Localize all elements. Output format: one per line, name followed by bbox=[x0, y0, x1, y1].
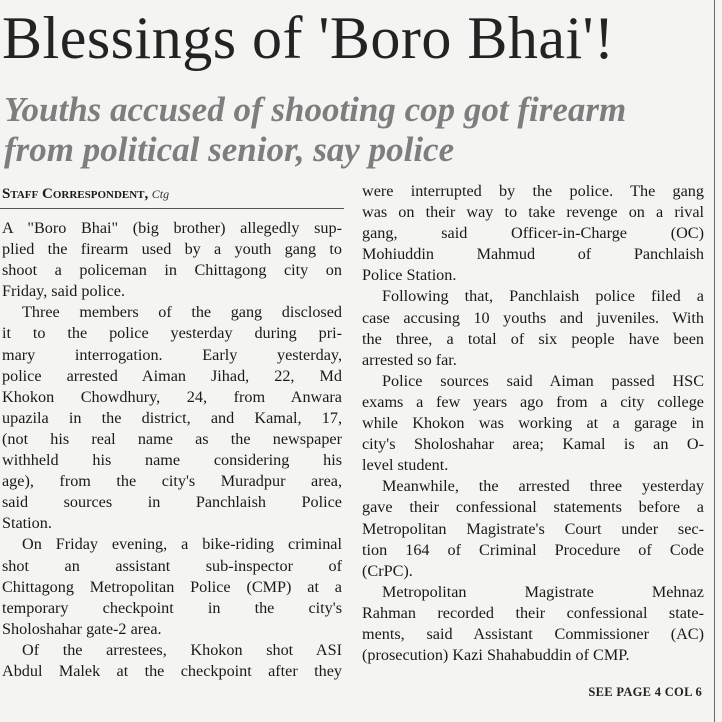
article-line: On Friday evening, a bike-riding criminal bbox=[22, 535, 342, 554]
article-line: shoot a policeman in Chittagong city on bbox=[2, 261, 342, 280]
article-line: said sources in Panchlaish Police bbox=[2, 493, 342, 512]
article-line: Khokon Chowdhury, 24, from Anwara bbox=[2, 387, 342, 406]
article-line: while Khokon was working at a garage in bbox=[362, 414, 704, 433]
article-line: gave their confessional statements before a bbox=[362, 498, 704, 517]
subheadline bbox=[4, 90, 704, 170]
byline bbox=[2, 184, 342, 205]
article-line: (prosecution) Kazi Shahabuddin of CMP. bbox=[362, 646, 630, 665]
article-column-left bbox=[2, 218, 342, 682]
jump-line: SEE PAGE 4 COL 6 bbox=[588, 685, 702, 699]
article-line: was on their way to take revenge on a rival bbox=[362, 203, 704, 222]
article-line: withheld his name considering his bbox=[2, 451, 342, 470]
article-line: gang, said Officer-in-Charge (OC) bbox=[362, 224, 704, 243]
subheadline-line: Youths accused of shooting cop got firearm bbox=[4, 90, 627, 129]
article-line: Following that, Panchlaish police filed a bbox=[382, 287, 704, 306]
article-line: upazila in the district, and Kamal, 17, bbox=[2, 408, 342, 427]
article-line: Meanwhile, the arrested three yesterday bbox=[382, 477, 704, 496]
article-line: temporary checkpoint in the city's bbox=[2, 598, 342, 617]
article-line: it to the police yesterday during pri- bbox=[2, 324, 342, 343]
article-line: exams a few years ago from a city college bbox=[362, 392, 704, 411]
article-line: Mohiuddin Mahmud of Panchlaish bbox=[362, 245, 704, 264]
headline: Blessings of 'Boro Bhai'! bbox=[2, 5, 615, 71]
article-line: (CrPC). bbox=[362, 561, 413, 580]
article-line: tion 164 of Criminal Procedure of Code bbox=[362, 540, 704, 559]
article-column-right bbox=[362, 181, 704, 666]
article-line: plied the firearm used by a youth gang to bbox=[2, 240, 342, 259]
article-line: Friday, said police. bbox=[2, 282, 126, 301]
article-line: arrested so far. bbox=[362, 350, 457, 369]
article-line: case accusing 10 youths and juveniles. With bbox=[362, 308, 704, 327]
article-line: Abdul Malek at the checkpoint after they bbox=[2, 661, 342, 680]
article-line: police arrested Aiman Jihad, 22, Md bbox=[2, 366, 342, 385]
article-line: were interrupted by the police. The gang bbox=[362, 182, 704, 200]
article-line: Chittagong Metropolitan Police (CMP) at a bbox=[2, 577, 342, 596]
article-line: mary interrogation. Early yesterday, bbox=[2, 345, 342, 364]
article-line: Police sources said Aiman passed HSC bbox=[382, 371, 704, 390]
article-line: age), from the city's Muradpur area, bbox=[2, 472, 342, 491]
article-line: the three, a total of six people have been bbox=[362, 329, 704, 348]
column-rule bbox=[714, 0, 715, 722]
article-line: Station. bbox=[2, 514, 52, 533]
article-line: city's Sholoshahar area; Kamal is an O- bbox=[362, 435, 704, 454]
article-line: level student. bbox=[362, 456, 449, 475]
article-line: ments, said Assistant Commissioner (AC) bbox=[362, 624, 704, 643]
subheadline-line: from political senior, say police bbox=[4, 130, 455, 169]
article-line: Sholoshahar gate-2 area. bbox=[2, 619, 162, 638]
article-line: A "Boro Bhai" (big brother) allegedly sup- bbox=[2, 219, 342, 237]
article-line: Metropolitan Magistrate's Court under sec- bbox=[362, 519, 704, 538]
byline-divider bbox=[0, 208, 344, 209]
article-line: (not his real name as the newspaper bbox=[2, 429, 342, 448]
article-line: Of the arrestees, Khokon shot ASI bbox=[22, 640, 342, 659]
article-line: Three members of the gang disclosed bbox=[22, 303, 342, 322]
article-line: Metropolitan Magistrate Mehnaz bbox=[382, 582, 704, 601]
article-line: shot an assistant sub-inspector of bbox=[2, 556, 342, 575]
article-line: Rahman recorded their confessional state- bbox=[362, 603, 704, 622]
byline-location: Ctg bbox=[151, 187, 170, 201]
article-line: Police Station. bbox=[362, 266, 457, 285]
byline-name: Staff Correspondent, bbox=[2, 186, 149, 202]
